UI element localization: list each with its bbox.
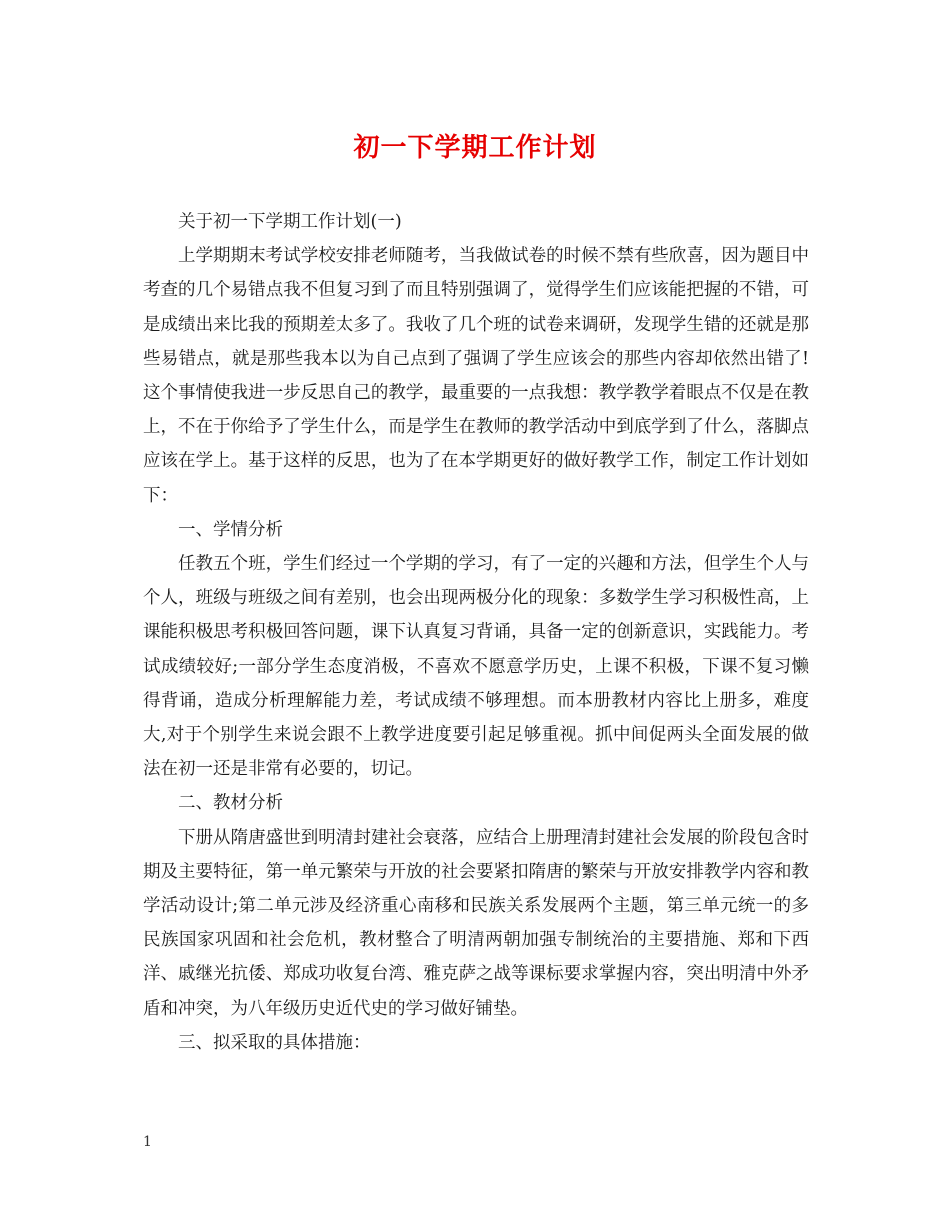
- intro-paragraph: 上学期期末考试学校安排老师随考，当我做试卷的时候不禁有些欣喜，因为题目中考查的几个易错点我不但复习到了而且特别强调了，觉得学生们应该能把握的不错，可是成绩出来比我的预期差太多了。我收了几个班的试卷来调研，发现学生错的还就是那些易错点，就是那些我本以为自己点到了强调了学生应该会的那些内容却依然出错了!这个事情使我进一步反思自己的教学，最重要的一点我想：教学教学着眼点不仅是在教上，不在于你给予了学生什么，而是学生在教师的教学活动中到底学到了什么，落脚点应该在学上。基于这样的反思，也为了在本学期更好的做好教学工作，制定工作计划如下：: [143, 246, 809, 506]
- subtitle-paragraph: 关于初一下学期工作计划(一): [178, 212, 402, 232]
- textbook-analysis-paragraph: 下册从隋唐盛世到明清封建社会衰落，应结合上册理清封建社会发展的阶段包含时期及主要特征，第一单元繁荣与开放的社会要紧扣隋唐的繁荣与开放安排教学内容和教学活动设计;第二单元涉及经济重心南移和民族关系发展两个主题，第三单元统一的多民族国家巩固和社会危机，教材整合了明清两朝加强专制统治的主要措施、郑和下西洋、戚继光抗倭、郑成功收复台湾、雅克萨之战等课标要求掌握内容，突出明清中外矛盾和冲突，为八年级历史近代史的学习做好铺垫。: [143, 827, 809, 1019]
- document-title: 初一下学期工作计划: [353, 133, 597, 163]
- document-body: [143, 205, 809, 1060]
- section-heading-textbook-analysis: 二、教材分析: [178, 793, 283, 814]
- section-heading-student-analysis: 一、学情分析: [178, 519, 283, 540]
- section-heading-measures: 三、拟采取的具体措施：: [178, 1032, 371, 1053]
- page-number: 1: [143, 1134, 152, 1150]
- student-analysis-paragraph: 任教五个班，学生们经过一个学期的学习，有了一定的兴趣和方法，但学生个人与个人，班级与班级之间有差别，也会出现两极分化的现象：多数学生学习积极性高，上课能积极思考积极回答问题，课下认真复习背诵，具备一定的创新意识，实践能力。考试成绩较好;一部分学生态度消极，不喜欢不愿意学历史，上课不积极，下课不复习懒得背诵，造成分析理解能力差，考试成绩不够理想。而本册教材内容比上册多，难度大,对于个别学生来说会跟不上教学进度要引起足够重视。抓中间促两头全面发展的做法在初一还是非常有必要的，切记。: [143, 554, 809, 780]
